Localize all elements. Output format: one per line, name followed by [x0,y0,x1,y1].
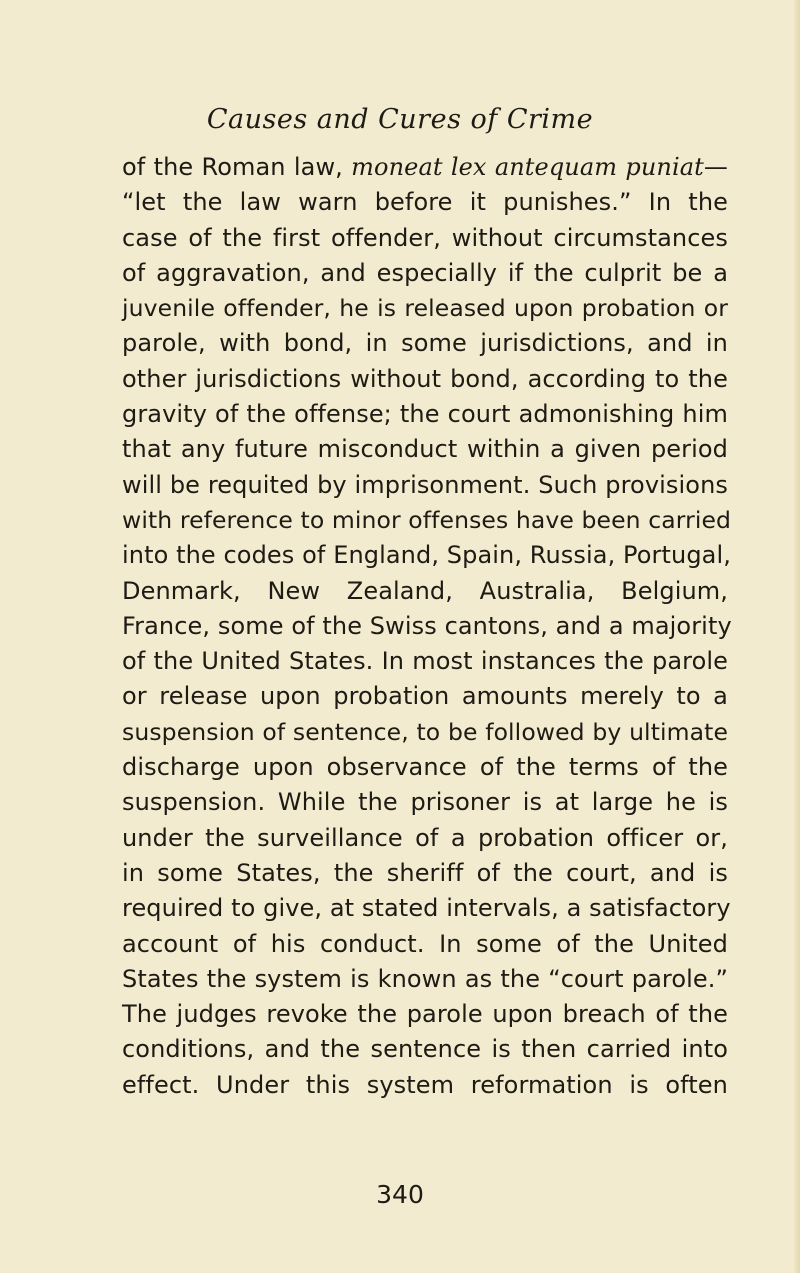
text-line: effect. Under this system reformation is often [122,1070,728,1099]
text-line: The judges revoke the parole upon breach of the [122,1000,728,1029]
text-line: States the system is known as the “court parole.” [122,964,728,993]
running-head: Causes and Cures of Crime [206,104,594,135]
text-line: of the United States. In most instances the parole [122,647,728,676]
page-edge [794,0,800,1273]
text-line: France, some of the Swiss cantons, and a majority [122,611,732,640]
line-1-dash: — [703,153,728,181]
text-line: with reference to minor offenses have been carried [122,505,732,534]
text-line: in some States, the sheriff of the court, and is [122,858,728,887]
body-text [122,150,732,1103]
text-line: “let the law warn before it punishes.” In the [122,188,728,217]
text-line: account of his conduct. In some of the United [122,929,728,958]
text-line: Denmark, New Zealand, Australia, Belgium, [122,576,728,605]
text-line: gravity of the offense; the court admonishing him [122,400,728,429]
text-line: of aggravation, and especially if the culprit be a [122,258,728,287]
text-line-1 [122,150,728,185]
text-line: other jurisdictions without bond, according to the [122,364,728,393]
text-line: suspension. While the prisoner is at large he is [122,788,728,817]
text-line: into the codes of England, Spain, Russia, Portugal, [122,541,731,570]
line-1-pre: of the Roman law, [122,153,343,181]
text-line: case of the first offender, without circumstances [122,223,728,252]
text-line: or release upon probation amounts merely to a [122,682,728,711]
latin-phrase: moneat lex antequam puniat [351,153,704,181]
text-line: that any future misconduct within a given period [122,435,728,464]
text-line: juvenile offender, he is released upon probation or [122,294,728,323]
text-line: will be requited by imprisonment. Such provisions [122,470,728,499]
text-line: under the surveillance of a probation officer or, [122,823,728,852]
text-line: discharge upon observance of the terms of the [122,753,728,782]
text-line: parole, with bond, in some jurisdictions, and in [122,329,728,358]
page-number: 340 [376,1180,424,1209]
text-line: conditions, and the sentence is then carried into [122,1035,728,1064]
text-line: required to give, at stated intervals, a satisfactory [122,894,731,923]
text-line: suspension of sentence, to be followed by ultimate [122,717,728,746]
